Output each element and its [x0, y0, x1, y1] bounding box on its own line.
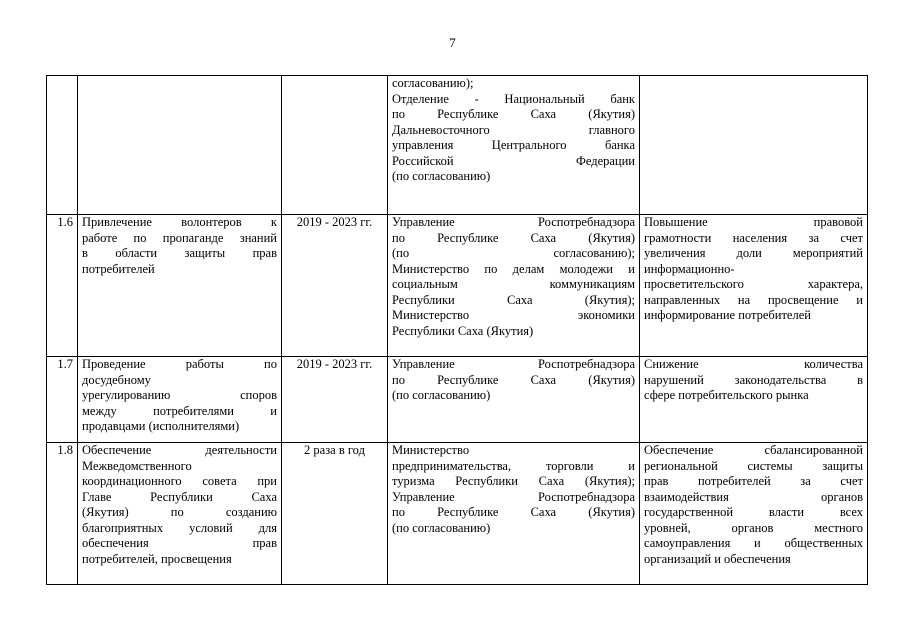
- result-line: грамотности населения за счет: [644, 230, 863, 245]
- result-line: прав потребителей за счет: [644, 474, 863, 488]
- result-cell: [640, 215, 868, 357]
- executor-line: (по согласованию): [392, 388, 491, 402]
- period-cell: 2019 - 2023 гг.: [282, 357, 388, 443]
- executor-line: Управление Роспотребнадзора: [392, 215, 635, 229]
- activity-line: между потребителями и: [82, 403, 277, 418]
- activity-line: Обеспечение деятельности: [82, 443, 277, 457]
- executors-cell: [388, 443, 640, 585]
- executor-line: Министерство: [392, 443, 470, 457]
- activity-line: потребителей, просвещения: [82, 551, 232, 566]
- activity-line: досудебному: [82, 372, 151, 387]
- result-cell: [640, 357, 868, 443]
- period-cell: 2019 - 2023 гг.: [282, 215, 388, 357]
- activity-cell: [78, 76, 282, 215]
- activity-line: Главе Республики Саха: [82, 489, 277, 504]
- result-line: увеличения доли мероприятий: [644, 246, 863, 260]
- row-number: 1.6: [47, 215, 78, 357]
- table-row: [47, 357, 868, 443]
- result-line: Повышение правовой: [644, 215, 863, 229]
- executor-line: по Республике Саха (Якутия): [392, 230, 635, 245]
- table-row: [47, 443, 868, 585]
- executor-line: Управление Роспотребнадзора: [392, 357, 635, 371]
- result-line: просветительского характера,: [644, 277, 863, 291]
- executor-line: Российской Федерации: [392, 153, 635, 168]
- executor-line: управления Центрального банка: [392, 138, 635, 152]
- executor-line: Отделение - Национальный банк: [392, 91, 635, 106]
- activity-line: в области защиты прав: [82, 246, 277, 260]
- executor-line: Министерство по делам молодежи и: [392, 261, 635, 276]
- executors-cell: [388, 357, 640, 443]
- row-number: 1.8: [47, 443, 78, 585]
- executor-line: (по согласованию): [392, 169, 491, 183]
- executor-line: Республики Саха (Якутия): [392, 323, 534, 338]
- activity-cell: [78, 215, 282, 357]
- activity-line: (Якутия) по созданию: [82, 505, 277, 519]
- result-line: Снижение количества: [644, 357, 863, 371]
- period-cell: [282, 76, 388, 215]
- result-line: информирование потребителей: [644, 308, 811, 322]
- page-number: 7: [449, 35, 456, 50]
- result-line: Обеспечение сбалансированной: [644, 443, 863, 457]
- activity-line: Проведение работы по: [82, 357, 277, 371]
- result-cell: [640, 443, 868, 585]
- measures-table: [46, 75, 868, 585]
- executor-line: социальным коммуникациям: [392, 277, 635, 291]
- executor-line: согласованию);: [392, 76, 474, 90]
- activity-line: Привлечение волонтеров к: [82, 215, 277, 229]
- activity-line: урегулированию споров: [82, 388, 277, 402]
- result-line: нарушений законодательства в: [644, 372, 863, 387]
- executor-line: по Республике Саха (Якутия): [392, 107, 635, 121]
- activity-line: координационного совета при: [82, 474, 277, 488]
- activity-line: обеспечения прав: [82, 536, 277, 550]
- executor-line: (по согласованию): [392, 520, 491, 535]
- executor-line: предпринимательства, торговли и: [392, 458, 635, 473]
- activity-line: работе по пропаганде знаний: [82, 230, 277, 245]
- executor-line: Республики Саха (Якутия);: [392, 292, 635, 307]
- result-line: информационно-: [644, 261, 735, 276]
- table-body: [47, 76, 868, 585]
- table-row: [47, 215, 868, 357]
- row-number: [47, 76, 78, 215]
- executors-cell: [388, 215, 640, 357]
- table-row: [47, 76, 868, 215]
- result-line: сфере потребительского рынка: [644, 388, 809, 402]
- result-line: направленных на просвещение и: [644, 292, 863, 307]
- result-cell: [640, 76, 868, 215]
- result-line: региональной системы защиты: [644, 458, 863, 473]
- result-line: взаимодействия органов: [644, 489, 863, 504]
- result-line: самоуправления и общественных: [644, 536, 863, 550]
- executor-line: туризма Республики Саха (Якутия);: [392, 474, 635, 488]
- activity-line: потребителей: [82, 261, 155, 276]
- executor-line: Управление Роспотребнадзора: [392, 489, 635, 504]
- row-number: 1.7: [47, 357, 78, 443]
- activity-line: благоприятных условий для: [82, 520, 277, 535]
- activity-line: продавцами (исполнителями): [82, 419, 240, 433]
- executors-cell: [388, 76, 640, 215]
- executor-line: по Республике Саха (Якутия): [392, 505, 635, 519]
- activity-cell: [78, 357, 282, 443]
- executor-line: Дальневосточного главного: [392, 122, 635, 137]
- result-line: государственной власти всех: [644, 505, 863, 519]
- period-cell: 2 раза в год: [282, 443, 388, 585]
- executor-line: Министерство экономики: [392, 308, 635, 322]
- executor-line: по Республике Саха (Якутия): [392, 372, 635, 387]
- activity-cell: [78, 443, 282, 585]
- result-line: уровней, органов местного: [644, 520, 863, 535]
- activity-line: Межведомственного: [82, 458, 192, 473]
- executor-line: (по согласованию);: [392, 246, 635, 260]
- result-line: организаций и обеспечения: [644, 551, 791, 566]
